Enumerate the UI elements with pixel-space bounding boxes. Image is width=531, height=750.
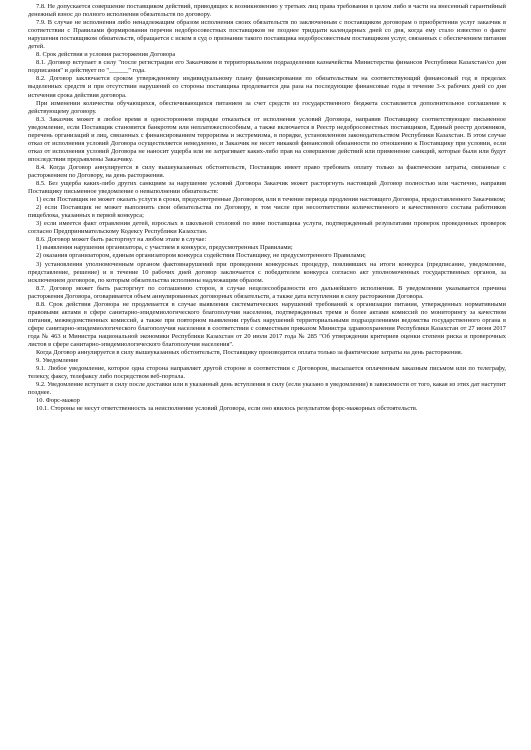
- clause-8-6: 8.6. Договор может быть расторгнут на любом этапе в случае:: [36, 236, 207, 244]
- clause-8-2-note: При изменении количества обучающихся, обеспечивающихся питанием за счет средств из государственного бюджета составляется дополнительное соглашение к действующему договору.: [28, 99, 506, 115]
- clause-9-2: 9.2. Уведомление вступает в силу после доставки или в указанный день вступления в силу (если указано в уведомлении) в зависимости от того, какая из этих дат наступит позднее.: [28, 381, 506, 397]
- clause-8-7: 8.7. Договор может быть расторгнут по соглашению сторон, в случае нецелесообразности его дальнейшего исполнения. В уведомлении указывается причина расторжения Договора, оговаривается объем аннулированных договорных обязательств, а также дата вступления в силу расторжения Договора.: [28, 284, 506, 300]
- clause-8-6-item-1: 1) выявления нарушения организатора, с участием в конкурсе, предусмотренных Правилами;: [36, 244, 293, 252]
- clause-10-1: 10.1. Стороны не несут ответственность за неисполнение условий Договора, если оно явилось результатом форс-мажорных обстоятельств.: [36, 405, 418, 413]
- document-page: [28, 3, 506, 413]
- clause-9-1: 9.1. Любое уведомление, которое одна сторона направляет другой стороне в соответствии с Договором, высылается оплаченным заказным письмом или по телеграфу, телексу, факсу, телефаксу либо посредством веб-портала.: [28, 365, 506, 381]
- clause-8-4: 8.4. Когда Договор аннулируется в силу вышеуказанных обстоятельств, Поставщик имеет право требовать оплату только за фактические затраты, связанные с расторжением по Договору, на день расторжения.: [28, 163, 506, 179]
- section-heading-9: 9. Уведомление: [36, 357, 79, 365]
- clause-8-6-item-3: 3) установления уполномоченным органом фактовнарушений при проведении конкурсных процедур, повлиявших на итоги конкурса (предписание, уведомление, представление, решение) и в течение 10 рабочих дней договор заключается с победителем конкурса согласно акт уполномоченных государственных органов, за исключением договоров, по которым обязательства исполнены надлежащим образом.: [28, 260, 506, 284]
- clause-8-5-item-1: 1) если Поставщик не может оказать услуги в сроки, предусмотренные Договором, или в течение периода продления настоящего Договора, предоставленного Заказчиком;: [36, 196, 506, 204]
- clause-8-8-note: Когда Договор аннулируется в силу вышеуказанных обстоятельств, Поставщику производится оплата только за фактические затраты на день расторжения.: [36, 349, 463, 357]
- section-heading-8: 8. Срок действия и условия расторжения Договора: [36, 51, 176, 59]
- clause-8-2: 8.2. Договор заключается сроком утвержденному индивидуальному плану финансирования по обязательствам на соответствующий финансовый год в пределах выделенных средств и при отсутствии нарушений со стороны поставщика продлевается два раза на последующие финансовые годы в течение 3-х рабочих дней со дня истечения срока действия договора.: [28, 75, 506, 99]
- clause-8-3: 8.3. Заказчик может в любое время в одностороннем порядке отказаться от исполнения условий Договора, направив Поставщику соответствующее письменное уведомление, если Поставщик становится банкротом или неплатежеспособным, а также включается в Реестр недобросовестных поставщиков, Единый реестр должников, перечень организаций и лиц, связанных с финансированием терроризма и экстремизма, в порядке, установленном законодательством Республики Казахстан. В этом случае отказ от исполнения условий Договора осуществляется немедленно, и Заказчик не несет никакой финансовой обязанности по отношению к Поставщику при условии, если отказ от исполнения условий Договора не наносит ущерба или не затрагивает каких-либо прав на совершение действий или применение санкций, которые были или будут впоследствии предъявлены Заказчику.: [28, 115, 506, 163]
- clause-7-8: 7.8. Не допускается совершение поставщиком действий, приводящих к возникновению у третьих лиц права требования в целом либо в части на внесенный гарантийный денежный взнос до полного исполнения обязательств по договору.: [28, 3, 506, 19]
- clause-8-6-item-2: 2) оказания организатором, единым организатором конкурса содействия Поставщику, не предусмотренного Правилами;: [36, 252, 366, 260]
- section-heading-10: 10. Форс-мажор: [36, 397, 80, 405]
- clause-7-9: 7.9. В случае не исполнения либо ненадлежащим образом исполнения своих обязательств по заключенным с поставщиком договорам о приобретении услуг заказчик в соответствии с Правилами формирования перечня недобросовестных поставщиков не позднее тридцати календарных дней со дня, когда ему стало известно о факте нарушения поставщиком обязательств, обращается с иском в суд о признании такого поставщика недобросовестным поставщиком услуг, связанных с обеспечением питания детей.: [28, 19, 506, 51]
- clause-8-5-item-2: 2) если Поставщик не может выполнить свои обязательства по Договору, в том числе при несоответствии количественного и качественного состава работников пищеблока, указанных в первой конкурса;: [28, 204, 506, 220]
- clause-8-1: 8.1. Договор вступает в силу "после регистрации его Заказчиком в территориальном подразделении казначейства Министерства финансов Республики Казахстан/со дня подписания" и действует по "______" года.: [28, 59, 506, 75]
- clause-8-8: 8.8. Срок действия Договора не продлевается в случае выявления систематических нарушений требований к организации питания, утвержденных нормативными правовыми актами в сфере санитарно-эпидемиологического благополучия населения, подтвержденных тремя и более актами комиссий по мониторингу за качеством питания, межведомственных комиссий, а также при повторном выявлении грубых нарушений территориальными подразделениями ведомства государственного органа в сфере санитарно-эпидемиологического благополучия населения в соответствии с совместным приказом Министра здравоохранения Республики Казахстан от 27 июня 2017 года № 463 и Министра национальной экономики Республики Казахстан от 20 июля 2017 года № 285 "Об утверждении критериев оценки степени риска и проверочных листов в сфере санитарно-эпидемиологического благополучия населения".: [28, 300, 506, 348]
- clause-8-5-item-3: 3) если имеется факт отравления детей, взрослых в школьной столовой по вине поставщика услуги, подтвержденный результатами проверок проведенных проверок согласно Предпринимательскому Кодексу Республики Казахстан.: [28, 220, 506, 236]
- clause-8-5: 8.5. Без ущерба каких-либо других санкциям за нарушение условий Договора Заказчик может расторгнуть настоящий Договор полностью или частично, направив Поставщику письменное уведомление о невыполнении обязательств:: [28, 180, 506, 196]
